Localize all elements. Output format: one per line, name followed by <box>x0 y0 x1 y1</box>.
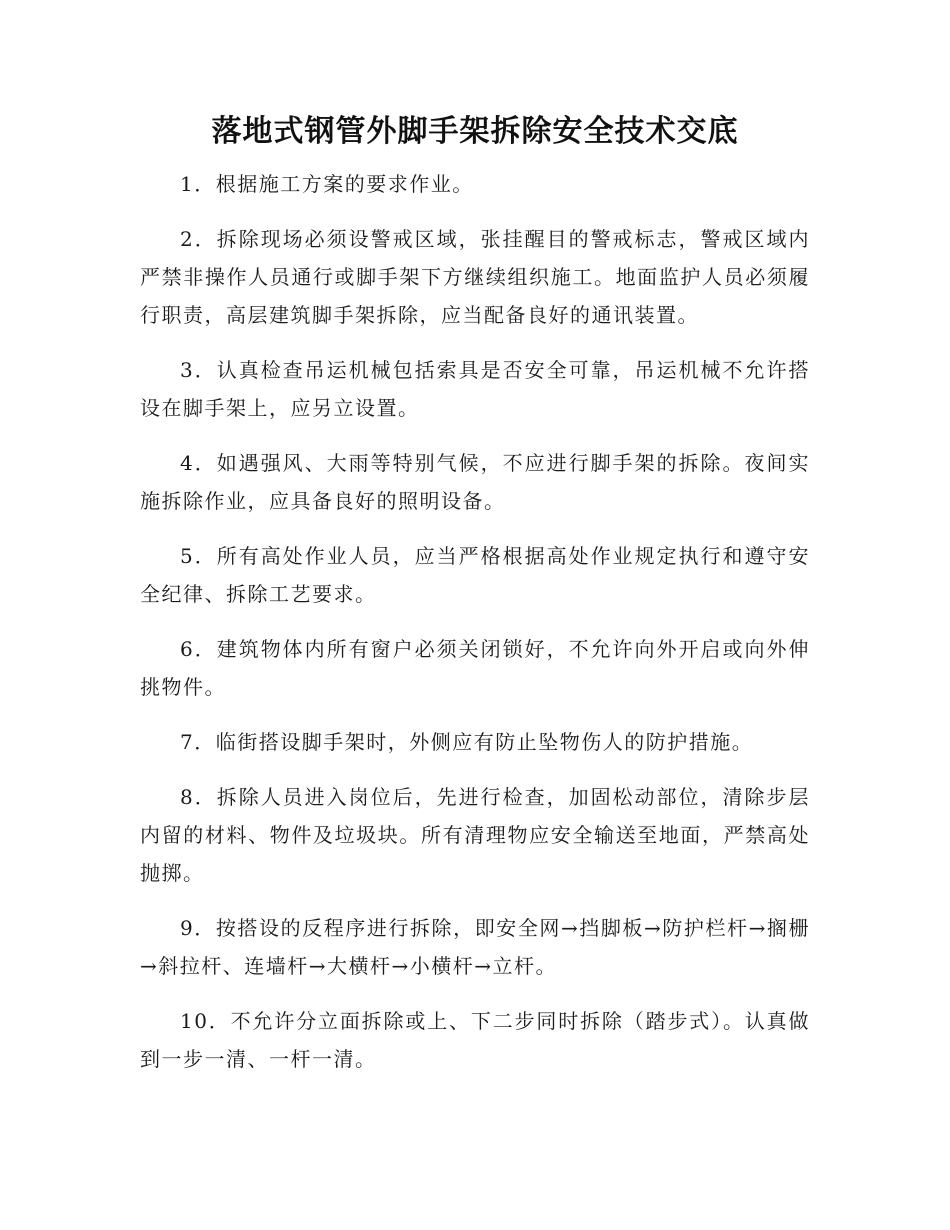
paragraph-8: 8．拆除人员进入岗位后，先进行检查，加固松动部位，清除步层内留的材料、物件及垃圾块。所有清理物应安全输送至地面，严禁高处抛掷。 <box>140 785 810 885</box>
paragraph-3: 3．认真检查吊运机械包括索具是否安全可靠，吊运机械不允许搭设在脚手架上，应另立设置。 <box>140 358 810 420</box>
paragraph-4: 4．如遇强风、大雨等特别气候，不应进行脚手架的拆除。夜间实施拆除作业，应具备良好的照明设备。 <box>140 451 810 513</box>
paragraph-1: 1．根据施工方案的要求作业。 <box>180 172 474 196</box>
paragraph-9: 9．按搭设的反程序进行拆除，即安全网→挡脚板→防护栏杆→搁栅→斜拉杆、连墙杆→大横杆→小横杆→立杆。 <box>140 916 810 978</box>
document-title: 落地式钢管外脚手架拆除安全技术交底 <box>211 114 739 149</box>
paragraph-6: 6．建筑物体内所有窗户必须关闭锁好，不允许向外开启或向外伸挑物件。 <box>140 637 810 699</box>
document-body <box>140 165 810 1095</box>
paragraph-5: 5．所有高处作业人员，应当严格根据高处作业规定执行和遵守安全纪律、拆除工艺要求。 <box>140 544 810 606</box>
paragraph-7: 7．临街搭设脚手架时，外侧应有防止坠物伤人的防护措施。 <box>180 730 754 754</box>
paragraph-2: 2．拆除现场必须设警戒区域，张挂醒目的警戒标志，警戒区域内严禁非操作人员通行或脚手架下方继续组织施工。地面监护人员必须履行职责，高层建筑脚手架拆除，应当配备良好的通讯装置。 <box>140 227 810 327</box>
paragraph-10: 10．不允许分立面拆除或上、下二步同时拆除（踏步式）。认真做到一步一清、一杆一清。 <box>140 1009 810 1071</box>
